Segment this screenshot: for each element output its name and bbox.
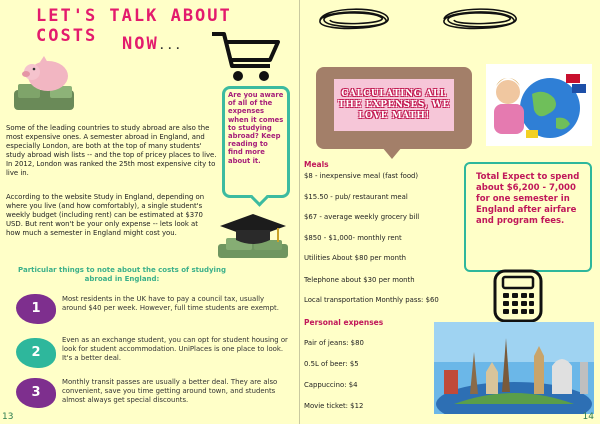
meal-item: $8 - inexpensive meal (fast food) bbox=[304, 172, 419, 180]
graduation-cap-image bbox=[216, 210, 290, 260]
total-estimate-box: Total Expect to spend about $6,200 - 7,000 for one semester in England after airfare and program fees. bbox=[464, 162, 592, 272]
meal-item: Telephone about $30 per month bbox=[304, 276, 415, 284]
point-1-text: Most residents in the UK have to pay a council tax, usually around $40 per week. However, full time students are exempt. bbox=[62, 295, 279, 312]
point-1-badge: 1 bbox=[16, 294, 56, 324]
meal-item: $850 - $1,000- monthly rent bbox=[304, 234, 402, 242]
point-2-text: Even as an exchange student, you can opt for student housing or look for student accommodation. UniPlaces is one place to look. It's a better deal. bbox=[62, 336, 288, 362]
page-number-right: 14 bbox=[582, 412, 594, 422]
calculating-banner: CALCULATING ALL THE EXPENSES, WE LOVE MATH! bbox=[334, 79, 454, 131]
world-landmarks-image bbox=[434, 322, 594, 414]
meal-item: Utilities About $80 per month bbox=[304, 254, 407, 262]
page-title-line2 bbox=[122, 34, 183, 54]
personal-item: 0.5L of beer: $5 bbox=[304, 360, 359, 368]
costs-subheading: Particular things to note about the costs of studying abroad in England: bbox=[18, 266, 226, 283]
page-number-left: 13 bbox=[2, 412, 14, 422]
meal-item: $15.50 - pub/ restaurant meal bbox=[304, 193, 408, 201]
personal-item: Cappuccino: $4 bbox=[304, 381, 358, 389]
calculator-icon bbox=[492, 268, 544, 324]
meal-item: $67 - average weekly grocery bill bbox=[304, 213, 420, 221]
point-3-text: Monthly transit passes are usually a better deal. They are also convenient, save you time getting around town, and students almost always get special discounts. bbox=[62, 378, 278, 404]
personal-expenses-heading: Personal expenses bbox=[304, 318, 384, 327]
banner-frame bbox=[316, 67, 472, 149]
meals-heading: Meals bbox=[304, 160, 329, 169]
scribble-decoration-right bbox=[440, 4, 520, 34]
globe-flags-image bbox=[486, 64, 592, 146]
page-title-word: NOW bbox=[122, 34, 159, 54]
meal-item: Local transportation Monthly pass: $60 bbox=[304, 296, 439, 304]
title-dots: ... bbox=[158, 41, 183, 52]
budget-paragraph: According to the website Study in England, depending on where you live (and how comfortably), a single student's weekly budget (including rent) can be estimated at $370 USD. But rent won't be your only expense -- lets look at how much a semester in England might cost you. bbox=[6, 193, 205, 237]
point-3-badge: 3 bbox=[16, 378, 56, 408]
scribble-decoration-left bbox=[314, 4, 394, 34]
point-2-badge: 2 bbox=[16, 338, 56, 368]
personal-item: Pair of jeans: $80 bbox=[304, 339, 364, 347]
shopping-cart-icon bbox=[210, 26, 282, 86]
right-page bbox=[300, 0, 600, 424]
intro-paragraph: Some of the leading countries to study abroad are also the most expensive ones. A semester abroad in England, and especially London, are both at the top of many students' study abroad wish lists -- and the top of pricey places to live. In 2012, London was ranked the 25th most expensive city to live in. bbox=[6, 124, 217, 177]
personal-item: Movie ticket: $12 bbox=[304, 402, 364, 410]
aware-callout: Are you aware of all of the expenses when it comes to studying abroad? Keep reading to find more about it. bbox=[222, 86, 290, 198]
page-title-line1: LET'S TALK ABOUT COSTS bbox=[36, 6, 232, 46]
piggy-bank-image bbox=[10, 54, 78, 112]
